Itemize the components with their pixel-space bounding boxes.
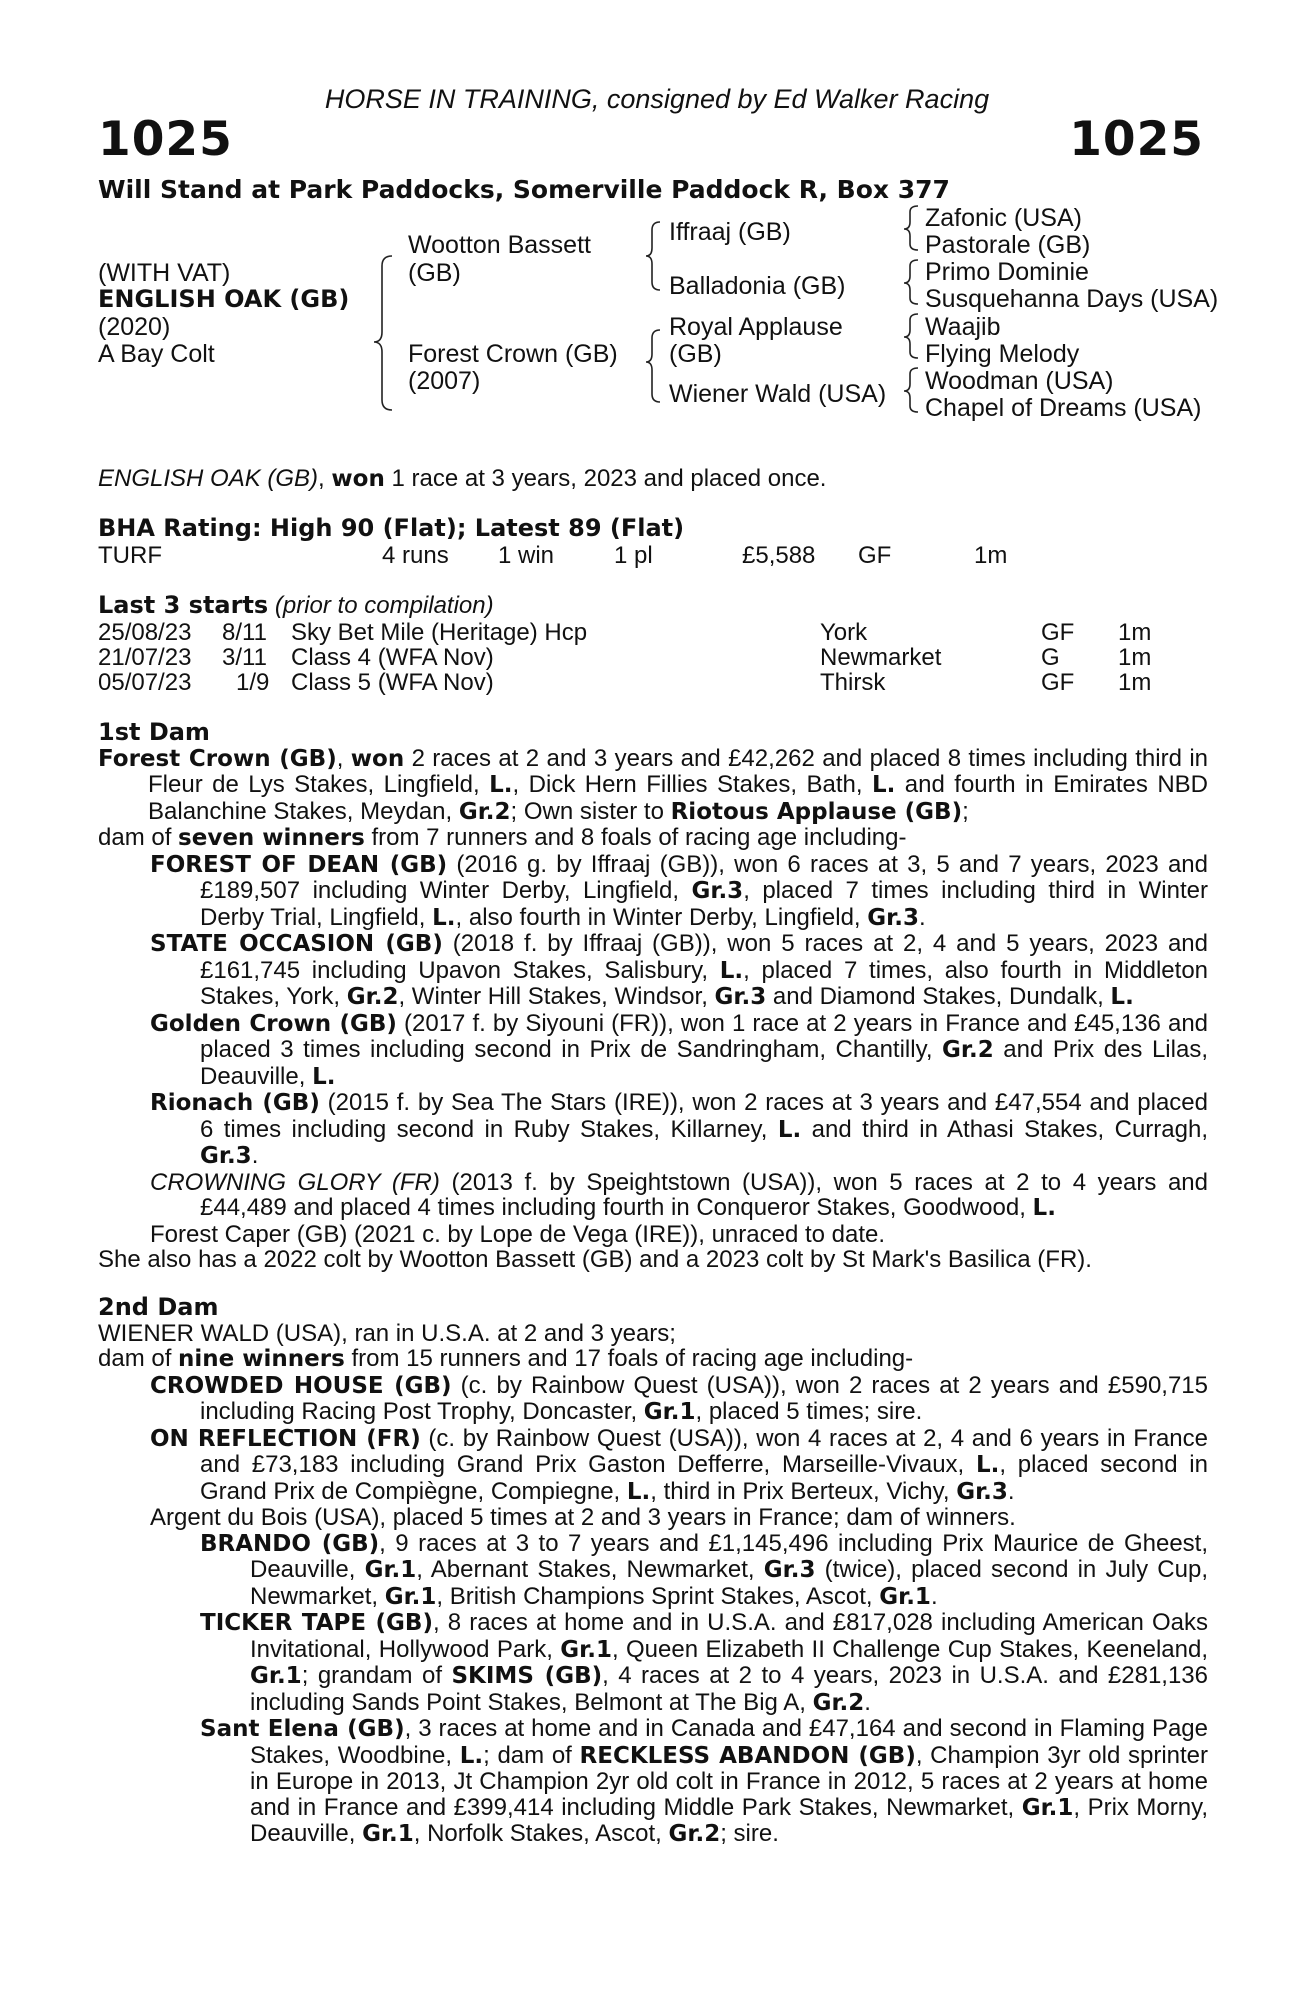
last-starts-heading xyxy=(98,593,1208,619)
ggp-5: Waajib xyxy=(925,313,1001,341)
second-dam-produce-summary: dam of nine winners from 15 runners and 17 foals of racing age including- xyxy=(98,1345,914,1372)
start-race: Class 5 (WFA Nov) xyxy=(291,669,494,696)
ggp-8: Chapel of Dreams (USA) xyxy=(925,394,1202,422)
produce-name: STATE OCCASION (GB) xyxy=(150,931,443,957)
second-dam-section xyxy=(98,1295,1208,1848)
pedigree-chart xyxy=(0,0,1314,430)
summary-text: 1 race at 3 years, 2023 and placed once. xyxy=(384,465,827,492)
first-dam-section xyxy=(98,720,1208,1273)
rating-distance: 1m xyxy=(974,542,1008,569)
rating-runs: 4 runs xyxy=(382,542,449,569)
rating-wins: 1 win xyxy=(498,542,555,569)
start-going: GF xyxy=(1041,619,1075,646)
start-date: 25/08/23 xyxy=(98,619,192,646)
ggp-3: Primo Dominie xyxy=(925,258,1089,286)
produce-name: Golden Crown (GB) xyxy=(150,1010,397,1037)
start-going: GF xyxy=(1041,669,1075,696)
produce-entry: Sant Elena (GB), 3 races at home and in Canada and £47,164 and second in Flaming Page Stakes, Woodbine, L.; dam of RECKLESS ABANDON (GB), Champion 3yr old sprinter in Europe in 2013, Jt Champion 2yr old colt in France in 2012, 5 races at 2 years at home and in France and £399,414 including Middle Park Stakes, Newmarket, Gr.1, Prix Morny, Deauville, Gr.1, Norfolk Stakes, Ascot, Gr.2; sire. xyxy=(200,1715,1209,1847)
start-position: 3/11 xyxy=(222,644,267,671)
ggp-1: Zafonic (USA) xyxy=(925,204,1082,232)
rating-earnings: £5,588 xyxy=(742,542,816,569)
start-distance: 1m xyxy=(1118,669,1152,696)
produce-name: ON REFLECTION (FR) xyxy=(150,1425,421,1452)
first-dam-produce-summary: dam of seven winners from 7 runners and 8 foals of racing age including- xyxy=(98,824,907,851)
start-going: G xyxy=(1041,644,1060,671)
produce-entry: CROWDED HOUSE (GB) (c. by Rainbow Quest (USA)), won 2 races at 2 years and £590,715 including Racing Post Trophy, Doncaster, Gr.1, placed 5 times; sire. xyxy=(150,1371,1208,1425)
start-course: York xyxy=(820,619,868,646)
rating-surface: TURF xyxy=(98,542,162,569)
produce-entry: TICKER TAPE (GB), 8 races at home and in U.S.A. and £817,028 including American Oaks Invitational, Hollywood Park, Gr.1, Queen Elizabeth II Challenge Cup Stakes, Keeneland, Gr.1; grandam of SKIMS (GB), 4 races at 2 to 4 years, 2023 in U.S.A. and £281,136 including Sands Point Stakes, Belmont at The Big A, Gr.2. xyxy=(200,1609,1208,1716)
produce-entry: Forest Caper (GB) (2021 c. by Lope de Vega (IRE)), unraced to date. xyxy=(150,1220,886,1248)
produce-entry: Golden Crown (GB) (2017 f. by Siyouni (FR)), won 1 race at 2 years in France and £45,136 and placed 3 times including second in Prix de Sandringham, Chantilly, Gr.2 and Prix des Lilas, Deauville, L. xyxy=(150,1009,1209,1090)
bracket-sire xyxy=(646,222,660,290)
bracket-ggp-2 xyxy=(904,260,918,304)
produce-name: BRANDO (GB) xyxy=(200,1530,380,1557)
second-dam-record: WIENER WALD (USA), ran in U.S.A. at 2 and 3 years; xyxy=(98,1319,676,1347)
rating-placed: 1 pl xyxy=(614,542,653,569)
start-position: 1/9 xyxy=(236,669,270,696)
start-distance: 1m xyxy=(1118,619,1152,646)
dam-sire-line2: (GB) xyxy=(669,340,722,368)
bracket-dam xyxy=(646,330,660,402)
bracket-ggp-3 xyxy=(904,314,918,358)
produce-name: CROWDED HOUSE (GB) xyxy=(150,1372,452,1399)
dam-name-line1: Forest Crown (GB) xyxy=(408,340,618,368)
lot-number-left: 1025 xyxy=(98,112,233,167)
ggp-2: Pastorale (GB) xyxy=(925,231,1091,259)
horse-name: ENGLISH OAK (GB) xyxy=(98,285,350,313)
horse-vat: (WITH VAT) xyxy=(98,259,231,287)
produce-entry: Rionach (GB) (2015 f. by Sea The Stars (IRE)), won 2 races at 3 years and £47,554 and placed 6 times including second in Ruby Stakes, Killarney, L. and third in Athasi Stakes, Curragh, Gr.3. xyxy=(150,1089,1208,1169)
produce-entry: ON REFLECTION (FR) (c. by Rainbow Quest (USA)), won 4 races at 2, 4 and 6 years in France and £73,183 including Grand Prix Gaston Defferre, Marseille-Vivaux, L., placed second in Grand Prix de Compiègne, Compiegne, L., third in Prix Berteux, Vichy, Gr.3. xyxy=(150,1424,1208,1505)
produce-name: Rionach (GB) xyxy=(150,1090,320,1116)
lot-number-right: 1025 xyxy=(1069,112,1204,167)
first-dam-heading: 1st Dam xyxy=(98,718,210,746)
race-summary: ENGLISH OAK (GB), won 1 race at 3 years, 2023 and placed once. xyxy=(98,465,827,492)
page-header-title: HORSE IN TRAINING, consigned by Ed Walker Racing xyxy=(324,84,990,114)
stand-location: Will Stand at Park Paddocks, Somerville Paddock R, Box 377 xyxy=(98,175,950,204)
produce-entry: STATE OCCASION (GB) (2018 f. by Iffraaj (GB)), won 5 races at 2, 4 and 5 years, 2023 and £161,745 including Upavon Stakes, Salisbury, L., placed 7 times, also fourth in Middleton Stakes, York, Gr.2, Winter Hill Stakes, Windsor, Gr.3 and Diamond Stakes, Dundalk, L. xyxy=(150,930,1209,1010)
start-date: 05/07/23 xyxy=(98,669,192,696)
bracket-main xyxy=(374,256,392,410)
start-date: 21/07/23 xyxy=(98,644,192,671)
ggp-7: Woodman (USA) xyxy=(925,367,1114,395)
produce-entry: BRANDO (GB), 9 races at 3 to 7 years and £1,145,496 including Prix Maurice de Gheest, Deauville, Gr.1, Abernant Stakes, Newmarket, Gr.3 (twice), placed second in July Cup, Newmarket, Gr.1, British Champions Sprint Stakes, Ascot, Gr.1. xyxy=(200,1529,1209,1610)
first-dam-name: Forest Crown (GB) xyxy=(98,745,337,772)
first-dam-other-produce: She also has a 2022 colt by Wootton Bassett (GB) and a 2023 colt by St Mark's Basilica (FR). xyxy=(98,1246,1092,1273)
summary-won: won xyxy=(331,466,385,492)
last-starts-title: Last 3 starts xyxy=(98,591,269,619)
produce-name: CROWNING GLORY (FR) xyxy=(150,1168,440,1196)
dam-sire-line1: Royal Applause xyxy=(669,313,843,341)
produce-entry: CROWNING GLORY (FR) (2013 f. by Speightstown (USA)), won 5 races at 2 to 4 years and £44,489 and placed 4 times including fourth in Conqueror Stakes, Goodwood, L. xyxy=(150,1168,1208,1221)
start-course: Newmarket xyxy=(820,644,942,671)
own-sister-name: Riotous Applause (GB) xyxy=(670,798,963,825)
summary-horse-name: ENGLISH OAK (GB) xyxy=(98,465,319,492)
start-race: Class 4 (WFA Nov) xyxy=(291,644,494,671)
produce-entry: Argent du Bois (USA), placed 5 times at 2 and 3 years in France; dam of winners. xyxy=(150,1504,1016,1531)
bracket-ggp-4 xyxy=(904,368,918,412)
produce-name: Sant Elena (GB) xyxy=(200,1716,405,1742)
sire-name-line2: (GB) xyxy=(408,259,461,287)
sire-name-line1: Wootton Bassett xyxy=(408,231,591,259)
ggp-6: Flying Melody xyxy=(925,340,1080,368)
start-course: Thirsk xyxy=(820,669,886,696)
start-race: Sky Bet Mile (Heritage) Hcp xyxy=(291,619,588,646)
start-position: 8/11 xyxy=(222,619,267,646)
start-distance: 1m xyxy=(1118,644,1152,671)
produce-entry: FOREST OF DEAN (GB) (2016 g. by Iffraaj (GB)), won 6 races at 3, 5 and 7 years, 2023 and £189,507 including Winter Derby, Lingfield, Gr.3, placed 7 times including third in Winter Derby Trial, Lingfield, L., also fourth in Winter Derby, Lingfield, Gr.3. xyxy=(150,850,1208,931)
sire-sire: Iffraaj (GB) xyxy=(669,218,791,246)
last-starts-note: (prior to compilation) xyxy=(274,592,494,619)
second-dam-heading: 2nd Dam xyxy=(98,1293,219,1321)
first-dam-record: Forest Crown (GB), won 2 races at 2 and 3 years and £42,262 and placed 8 times including third in Fleur de Lys Stakes, Lingfield, L., Dick Hern Fillies Stakes, Bath, L. and fourth in Emirates NBD Balanchine Stakes, Meydan, Gr.2; Own sister to Riotous Applause (GB); xyxy=(98,744,1209,825)
produce-name: TICKER TAPE (GB) xyxy=(200,1610,433,1636)
dam-name-line2: (2007) xyxy=(408,367,481,395)
ggp-4: Susquehanna Days (USA) xyxy=(925,285,1219,313)
sire-dam: Balladonia (GB) xyxy=(669,272,846,300)
horse-description: A Bay Colt xyxy=(98,340,215,368)
rating-heading: BHA Rating: High 90 (Flat); Latest 89 (Flat) xyxy=(98,514,685,542)
rating-going: GF xyxy=(858,542,892,569)
bracket-ggp-1 xyxy=(904,206,918,250)
horse-year: (2020) xyxy=(98,313,171,341)
dam-dam: Wiener Wald (USA) xyxy=(669,380,887,408)
produce-name: FOREST OF DEAN (GB) xyxy=(150,851,448,878)
